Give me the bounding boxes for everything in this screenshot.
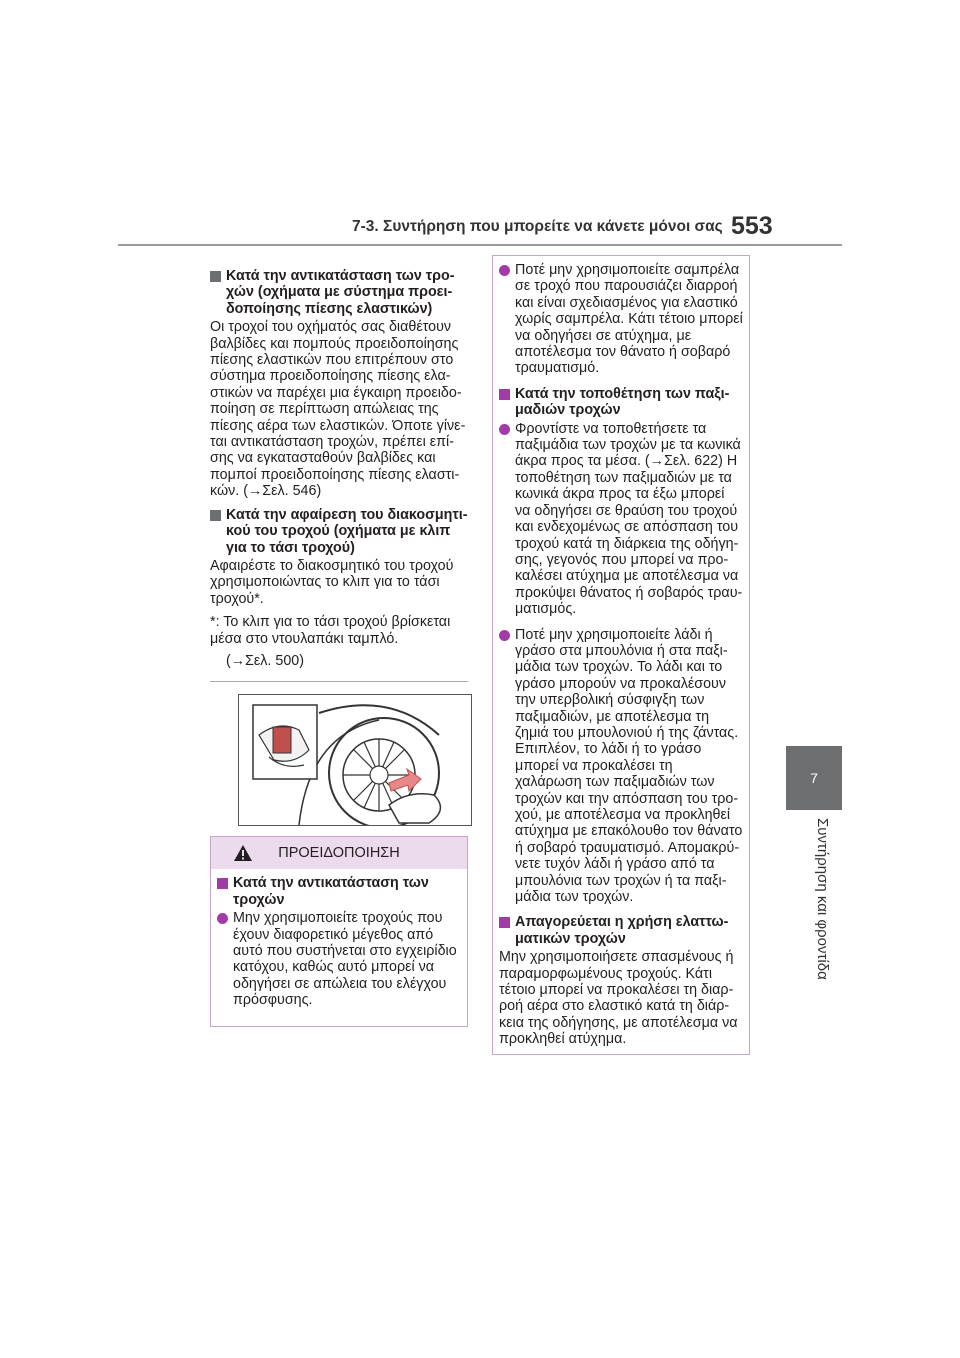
square-bullet-icon: [210, 510, 221, 521]
right-warning-column: [492, 255, 750, 1055]
section-heading: Κατά την αντικατάσταση των τροχών: [217, 875, 461, 908]
wheel-cap-removal-illustration: [238, 694, 472, 826]
chapter-label: Συντήρηση και φροντίδα: [814, 818, 831, 980]
warning-box: [210, 836, 468, 1026]
page-number: 553: [731, 212, 773, 240]
footnote-mark: *:: [210, 614, 220, 631]
bullet-item: Ποτέ μην χρησιμοποιείτε σαμπρέλα σε τροχό που παρουσιάζει διαρροή και είναι σχεδιασμένος για ελαστικό χωρίς σαμπρέλα. Κάτι τέτοιο μπορεί να οδηγήσει σε ατύχημα, με αποτέλεσμα τον θάνατο ή σοβαρό τραυματισμό.: [499, 262, 743, 377]
header-divider: [118, 244, 842, 246]
round-bullet-icon: [499, 265, 510, 276]
footnote-text: Το κλιπ για το τάσι τροχού βρίσκεται μέσα στο ντουλαπάκι ταμπλό.: [210, 614, 451, 647]
square-bullet-icon: [499, 917, 510, 928]
section-title: 7-3. Συντήρηση που μπορείτε να κάνετε μόνοι σας: [352, 218, 723, 235]
paragraph: Μην χρησιμοποιήσετε σπασμένους ή παραμορφωμένους τροχούς. Κάτι τέτοιο μπορεί να προκαλέσει τη διαρροή αέρα στο ελαστικό κατά τη διάρκεια της οδήγησης, με αποτέλεσμα να προκληθεί ατύχημα.: [499, 949, 738, 1048]
left-column: [210, 268, 468, 1027]
paragraph: Αφαιρέστε το διακοσμητικό του τροχού χρησιμοποιώντας το κλιπ για το τάσι τροχού*.: [210, 557, 454, 607]
section-heading: Κατά την αφαίρεση του διακοσμητικού του τροχού (οχήματα με κλιπ για το τάσι τροχού): [210, 507, 468, 556]
round-bullet-icon: [499, 424, 510, 435]
bullet-item: Ποτέ μην χρησιμοποιείτε λάδι ή γράσο στα μπουλόνια ή στα παξιμάδια των τροχών. Το λάδι και το γράσο μπορούν να προκαλέσουν την υπερβολική σύσφιγξη των παξιμαδιών, με αποτέλεσμα τη ζημιά του μπουλονιού ή της ζάντας. Επιπλέον, το λάδι ή το γράσο μπορεί να προκαλέσει τη χαλάρωση των παξιμαδιών των τροχών και την απόσπαση του τροχού, με αποτέλεσμα να προκληθεί ατύχημα με επακόλουθο τον θάνατο ή σοβαρό τραυματισμό. Απομακρύνετε τυχόν λάδι ή γράσο από τα μπουλόνια των τροχών ή τα παξιμάδια των τροχών.: [499, 627, 743, 906]
round-bullet-icon: [217, 913, 228, 924]
warning-triangle-icon: [233, 844, 253, 862]
bullet-item: Μην χρησιμοποιείτε τροχούς που έχουν διαφορετικό μέγεθος από αυτό που συστήνεται στο εγχειρίδιο κατόχου, καθώς αυτό μπορεί να οδηγήσει σε απώλεια του ελέγχου πρόσφυσης.: [217, 910, 461, 1008]
section-heading: Κατά την τοποθέτηση των παξιμαδιών τροχών: [499, 386, 743, 419]
square-bullet-icon: [499, 389, 510, 400]
footnote: [210, 614, 468, 669]
warning-header: [211, 837, 467, 869]
footnote-reference: (→Σελ. 500): [226, 652, 304, 669]
section-heading: Κατά την αντικατάσταση των τροχών (οχήματα με σύστημα προειδοποίησης πίεσης ελαστικών): [210, 268, 468, 317]
square-bullet-icon: [217, 878, 228, 889]
warning-body: [211, 869, 467, 1025]
paragraph: Οι τροχοί του οχήματός σας διαθέτουν βαλβίδες και πομπούς προειδοποίησης πίεσης ελαστικών που επιτρέπουν στο σύστημα προειδοποίησης πίεσης ελαστικών να παρέχει μια έγκαιρη προειδοποίηση σε περίπτωση απώλειας της πίεσης αέρα των ελαστικών. Όποτε γίνεται αντικατάσταση τροχών, πρέπει επίσης να εγκατασταθούν βαλβίδες και πομποί προειδοποίησης πίεσης ελαστικών. (→Σελ. 546): [210, 319, 466, 500]
wheel-illustration-icon: [239, 695, 471, 825]
round-bullet-icon: [499, 630, 510, 641]
warning-title: ΠΡΟΕΙΔΟΠΟΙΗΣΗ: [278, 845, 400, 862]
bullet-item: Φροντίστε να τοποθετήσετε τα παξιμάδια των τροχών με τα κωνικά άκρα προς τα μέσα. (→Σελ. 622) Η τοποθέτηση των παξιμαδιών με τα κωνικά άκρα προς τα έξω μπορεί να οδηγήσει σε θραύση του τροχού και ενδεχομένως σε απόσπαση του τροχού κατά τη διάρκεια της οδήγησης, γεγονός που μπορεί να προκαλέσει ατύχημα με αποτέλεσμα να προκύψει θάνατος ή σοβαρός τραυματισμός.: [499, 421, 743, 618]
chapter-tab: 7: [786, 746, 842, 810]
section-heading: Απαγορεύεται η χρήση ελαττωματικών τροχών: [499, 914, 743, 947]
square-bullet-icon: [210, 271, 221, 282]
divider: [210, 681, 468, 682]
